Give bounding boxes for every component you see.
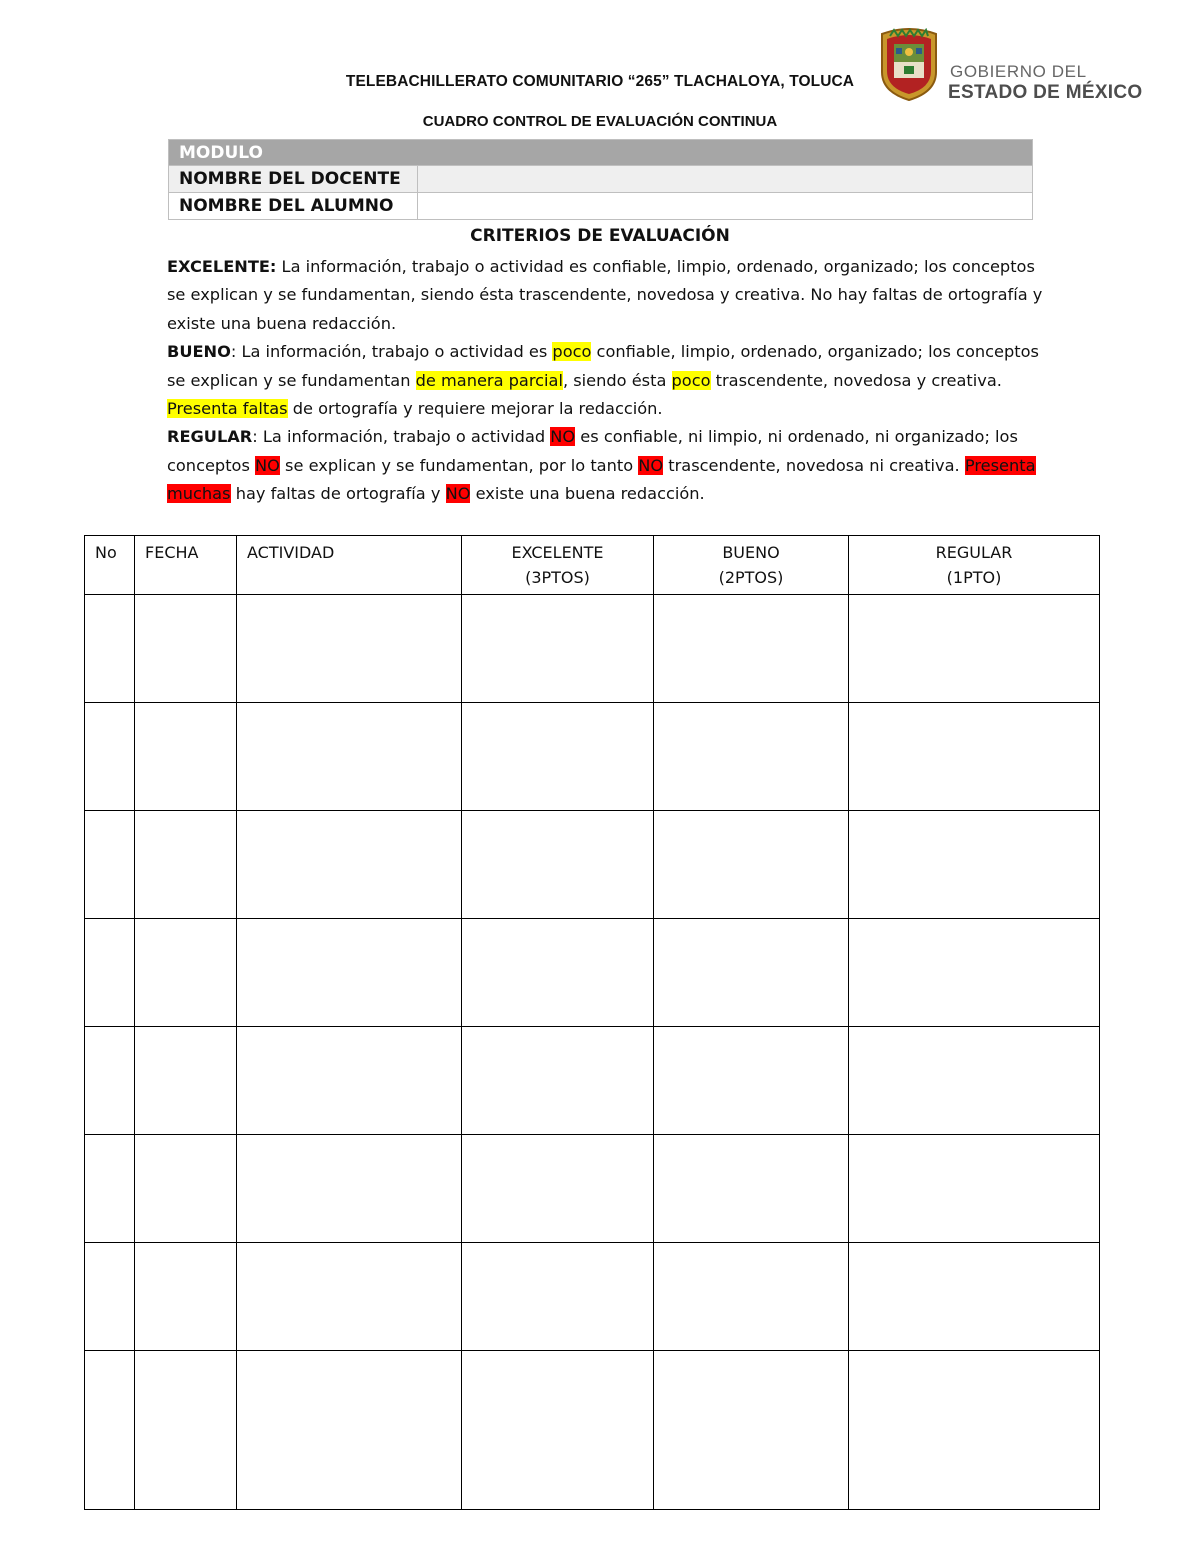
actividad-cell[interactable] — [237, 595, 462, 703]
criterion-text: existe una buena redacción. — [470, 484, 705, 504]
criterion-text: hay faltas de ortografía y — [230, 484, 446, 504]
table-row — [85, 1351, 1100, 1510]
bueno-cell[interactable] — [654, 1351, 849, 1510]
no-cell[interactable] — [85, 811, 135, 919]
highlight-yellow: poco — [552, 342, 592, 362]
highlight-red: NO — [638, 455, 664, 475]
fecha-cell[interactable] — [135, 595, 237, 703]
excelente-cell[interactable] — [462, 595, 654, 703]
col-header-no: No — [85, 536, 135, 595]
regular-cell[interactable] — [849, 811, 1100, 919]
teacher-field[interactable] — [418, 166, 1033, 193]
criterion-text: : La información, trabajo o actividad — [252, 427, 551, 447]
table-row — [85, 1135, 1100, 1243]
teacher-label: NOMBRE DEL DOCENTE — [169, 166, 418, 193]
fecha-cell[interactable] — [135, 1243, 237, 1351]
table-header-row — [85, 536, 1100, 595]
criterion-excelente — [167, 253, 1047, 338]
bueno-cell[interactable] — [654, 1027, 849, 1135]
regular-cell[interactable] — [849, 1243, 1100, 1351]
document-subtitle: CUADRO CONTROL DE EVALUACIÓN CONTINUA — [422, 113, 778, 130]
criterion-text: se explican y se fundamentan, por lo tanto — [279, 455, 639, 475]
bueno-points: (2PTOS) — [718, 568, 784, 587]
table-row — [85, 811, 1100, 919]
criterion-text: es confiable, ni limpio, ni ordenado, ni organizado; los conceptos — [167, 427, 1018, 475]
criterion-regular — [167, 423, 1047, 508]
col-header-fecha: FECHA — [135, 536, 237, 595]
bueno-cell[interactable] — [654, 703, 849, 811]
highlight-yellow: poco — [671, 370, 711, 390]
no-cell[interactable] — [85, 595, 135, 703]
government-logo-line1: GOBIERNO DEL — [950, 62, 1087, 81]
table-row — [85, 595, 1100, 703]
bueno-cell[interactable] — [654, 595, 849, 703]
highlight-red: NO — [255, 455, 280, 475]
excelente-cell[interactable] — [462, 1027, 654, 1135]
bueno-cell[interactable] — [654, 811, 849, 919]
criterion-text: de ortografía y requiere mejorar la redacción. — [287, 399, 663, 419]
table-row — [85, 919, 1100, 1027]
regular-cell[interactable] — [849, 1351, 1100, 1510]
criterion-bueno-label: BUENO — [167, 342, 231, 362]
evaluation-table-body — [85, 595, 1100, 1510]
regular-cell[interactable] — [849, 703, 1100, 811]
fecha-cell[interactable] — [135, 919, 237, 1027]
no-cell[interactable] — [85, 919, 135, 1027]
fecha-cell[interactable] — [135, 1027, 237, 1135]
no-cell[interactable] — [85, 1135, 135, 1243]
criteria-text — [167, 253, 1047, 509]
regular-points: (1PTO) — [946, 568, 1002, 587]
actividad-cell[interactable] — [237, 1027, 462, 1135]
regular-label: REGULAR — [935, 543, 1013, 562]
module-row — [169, 140, 1033, 166]
actividad-cell[interactable] — [237, 1351, 462, 1510]
actividad-cell[interactable] — [237, 703, 462, 811]
module-label: MODULO — [169, 140, 1033, 166]
criteria-heading: CRITERIOS DE EVALUACIÓN — [470, 226, 730, 246]
no-cell[interactable] — [85, 1351, 135, 1510]
actividad-cell[interactable] — [237, 811, 462, 919]
regular-cell[interactable] — [849, 595, 1100, 703]
bueno-cell[interactable] — [654, 1243, 849, 1351]
criterion-bueno — [167, 338, 1047, 423]
excelente-cell[interactable] — [462, 919, 654, 1027]
criterion-text: trascendente, novedosa y creativa. — [710, 370, 1002, 390]
actividad-cell[interactable] — [237, 1243, 462, 1351]
excelente-points: (3PTOS) — [525, 568, 590, 587]
highlight-red: NO — [550, 427, 576, 447]
col-header-actividad: ACTIVIDAD — [237, 536, 462, 595]
government-logo-line2: ESTADO DE MÉXICO — [948, 82, 1143, 103]
criterion-text: , siendo ésta — [562, 370, 672, 390]
excelente-cell[interactable] — [462, 1351, 654, 1510]
highlight-yellow: de manera parcial — [415, 370, 563, 390]
regular-cell[interactable] — [849, 1027, 1100, 1135]
criterion-text: trascendente, novedosa ni creativa. — [663, 455, 965, 475]
fecha-cell[interactable] — [135, 1135, 237, 1243]
fecha-cell[interactable] — [135, 703, 237, 811]
highlight-yellow: Presenta faltas — [167, 399, 288, 419]
excelente-cell[interactable] — [462, 703, 654, 811]
fecha-cell[interactable] — [135, 1351, 237, 1510]
teacher-row — [169, 166, 1033, 193]
no-cell[interactable] — [85, 1243, 135, 1351]
table-row — [85, 1027, 1100, 1135]
fecha-cell[interactable] — [135, 811, 237, 919]
highlight-red: NO — [445, 484, 471, 504]
regular-cell[interactable] — [849, 1135, 1100, 1243]
excelente-cell[interactable] — [462, 811, 654, 919]
bueno-cell[interactable] — [654, 1135, 849, 1243]
col-header-bueno — [654, 536, 849, 595]
state-seal-logo — [876, 28, 942, 102]
school-title: TELEBACHILLERATO COMUNITARIO “265” TLACHALOYA, TOLUCA — [345, 73, 855, 90]
info-table — [168, 139, 1033, 220]
criterion-text: : La información, trabajo o actividad es — [230, 342, 553, 362]
highlight-red: Presenta muchas — [167, 455, 1036, 504]
table-row — [85, 703, 1100, 811]
criterion-text: confiable, limpio, ordenado, organizado; los conceptos se explican y se fundamentan — [167, 342, 1039, 390]
criterion-excelente-label: EXCELENTE: — [167, 257, 277, 276]
col-header-regular — [849, 536, 1100, 595]
no-cell[interactable] — [85, 703, 135, 811]
actividad-cell[interactable] — [237, 919, 462, 1027]
student-field[interactable] — [418, 193, 1033, 220]
student-row — [169, 193, 1033, 220]
no-cell[interactable] — [85, 1027, 135, 1135]
bueno-cell[interactable] — [654, 919, 849, 1027]
excelente-cell[interactable] — [462, 1243, 654, 1351]
excelente-label: EXCELENTE — [511, 543, 604, 562]
bueno-label: BUENO — [722, 543, 780, 562]
regular-cell[interactable] — [849, 919, 1100, 1027]
criterion-excelente-text: La información, trabajo o actividad es confiable, limpio, ordenado, organizado; los conceptos se explican y se fundamentan, siendo ésta trascendente, novedosa y creativa. No hay faltas de ortografía y existe una buena redacción. — [167, 257, 1043, 333]
actividad-cell[interactable] — [237, 1135, 462, 1243]
excelente-cell[interactable] — [462, 1135, 654, 1243]
col-header-excelente — [462, 536, 654, 595]
evaluation-table — [84, 535, 1100, 1510]
table-row — [85, 1243, 1100, 1351]
student-label: NOMBRE DEL ALUMNO — [169, 193, 418, 220]
criterion-regular-label: REGULAR — [167, 427, 253, 447]
